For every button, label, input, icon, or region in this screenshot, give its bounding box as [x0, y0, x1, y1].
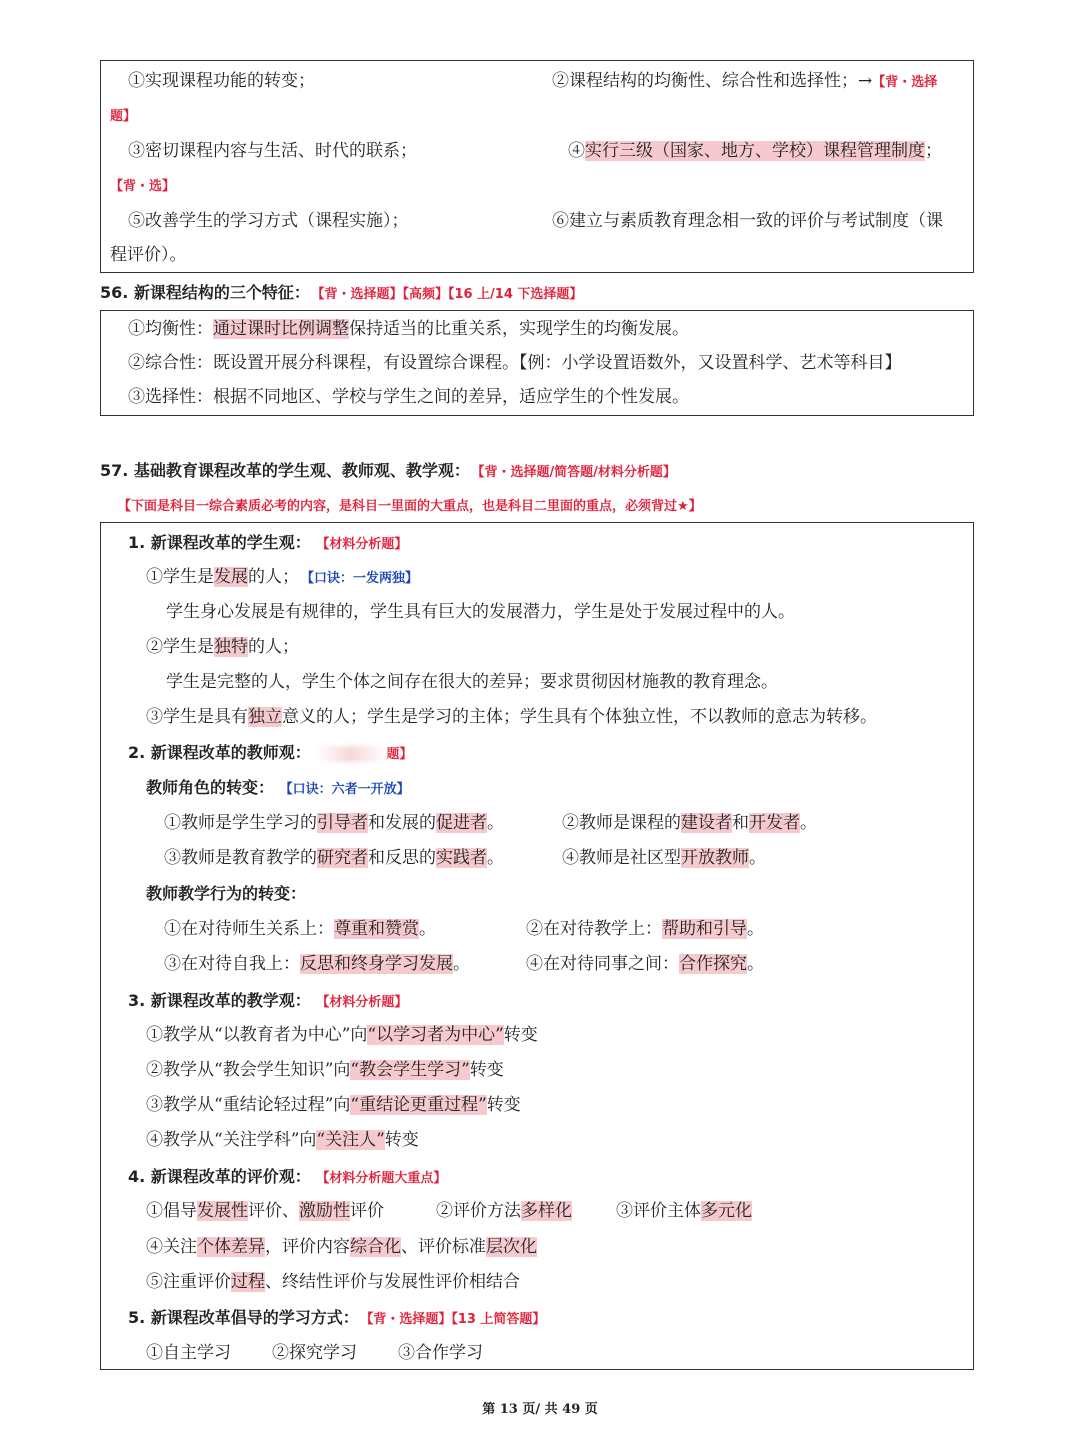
- teaching-view-title: 3. 新课程改革的教学观： 【材料分析题】: [128, 991, 408, 1010]
- evaluation-view-4: ④关注个体差异，评价内容综合化、评价标准层次化: [146, 1237, 537, 1257]
- tag-label: 【背・选择: [872, 75, 938, 90]
- teacher-role-2: ②教师是课程的建设者和开发者。: [562, 813, 817, 833]
- goal-4-tag: 【背・选】: [110, 179, 176, 194]
- teacher-behavior-2: ②在对待教学上：帮助和引导。: [526, 919, 764, 939]
- teacher-role-3: ③教师是教育教学的研究者和反思的实践者。: [164, 848, 504, 868]
- teaching-view-2: ②教学从“教会学生知识”向“教会学生学习”转变: [146, 1060, 504, 1080]
- evaluation-view-5: ⑤注重评价过程、终结性评价与发展性评价相结合: [146, 1272, 520, 1292]
- teacher-behavior-1: ①在对待师生关系上：尊重和赞赏。: [164, 919, 436, 939]
- teacher-role-1: ①教师是学生学习的引导者和发展的促进者。: [164, 813, 504, 833]
- learning-method-3: ③合作学习: [398, 1343, 483, 1363]
- evaluation-view-title: 4. 新课程改革的评价观： 【材料分析题大重点】: [128, 1167, 447, 1186]
- goal-6-cont: 程评价）。: [110, 245, 187, 265]
- student-view-title: 1. 新课程改革的学生观： 【材料分析题】: [128, 533, 408, 552]
- teacher-behavior-4: ④在对待同事之间：合作探究。: [526, 954, 764, 974]
- student-view-3: ③学生是具有独立意义的人；学生是学习的主体；学生具有个体独立性，不以教师的意志为转移。: [146, 707, 877, 727]
- section-56-title: 56. 新课程结构的三个特征： 【背・选择题】【高频】【16 上/14 下选择题】: [100, 283, 583, 302]
- section-57-note: 【下面是科目一综合素质必考的内容，是科目一里面的大重点，也是科目二里面的重点，必须背过★】: [118, 499, 702, 514]
- goal-4: ④实行三级（国家、地方、学校）课程管理制度；: [568, 141, 942, 161]
- goal-3: ③密切课程内容与生活、时代的联系；: [128, 141, 417, 161]
- goal-2: ②课程结构的均衡性、综合性和选择性；→【背・选择: [552, 71, 938, 91]
- goal-2-tag-cont: 题】: [110, 109, 137, 124]
- page-number: 第 13 页/ 共 49 页: [482, 1402, 598, 1417]
- teacher-behavior-title: 教师教学行为的转变：: [146, 884, 307, 903]
- goal-6: ⑥建立与素质教育理念相一致的评价与考试制度（课: [552, 211, 943, 231]
- evaluation-view-3: ③评价主体多元化: [616, 1201, 752, 1221]
- feature-balance: ①均衡性：通过课时比例调整保持适当的比重关系，实现学生的均衡发展。: [128, 319, 689, 339]
- teacher-role-4: ④教师是社区型开放教师。: [562, 848, 766, 868]
- teacher-role-title: 教师角色的转变： 【口诀：六者一开放】: [146, 778, 410, 797]
- teacher-behavior-3: ③在对待自我上：反思和终身学习发展。: [164, 954, 470, 974]
- goal-1: ①实现课程功能的转变；: [128, 71, 315, 91]
- teaching-view-4: ④教学从“关注学科”向“关注人”转变: [146, 1130, 419, 1150]
- student-view-1: ①学生是发展的人； 【口诀：一发两独】: [146, 567, 419, 587]
- evaluation-view-2: ②评价方法多样化: [436, 1201, 572, 1221]
- learning-method-2: ②探究学习: [272, 1343, 357, 1363]
- student-view-2: ②学生是独特的人；: [146, 637, 299, 657]
- teaching-view-3: ③教学从“重结论轻过程”向“重结论更重过程”转变: [146, 1095, 521, 1115]
- feature-selective: ③选择性：根据不同地区、学校与学生之间的差异，适应学生的个性发展。: [128, 387, 689, 407]
- learning-method-1: ①自主学习: [146, 1343, 231, 1363]
- section-57-title: 57. 基础教育课程改革的学生观、教师观、教学观： 【背・选择题/简答题/材料分析题】: [100, 461, 676, 480]
- student-view-2-desc: 学生是完整的人，学生个体之间存在很大的差异；要求贯彻因材施教的教育理念。: [166, 672, 778, 692]
- teaching-view-1: ①教学从“以教育者为中心”向“以学习者为中心”转变: [146, 1025, 538, 1045]
- student-view-1-desc: 学生身心发展是有规律的，学生具有巨大的发展潜力，学生是处于发展过程中的人。: [166, 602, 795, 622]
- goal-5: ⑤改善学生的学习方式（课程实施）；: [128, 211, 409, 231]
- learning-methods-title: 5. 新课程改革倡导的学习方式： 【背・选择题】【13 上简答题】: [128, 1308, 546, 1327]
- feature-comprehensive: ②综合性：既设置开展分科课程，有设置综合课程。【例：小学设置语数外，又设置科学、艺术等科目】: [128, 353, 902, 373]
- evaluation-view-1: ①倡导发展性评价、激励性评价: [146, 1201, 384, 1221]
- teacher-view-title: 2. 新课程改革的教师观： 题】: [128, 743, 413, 762]
